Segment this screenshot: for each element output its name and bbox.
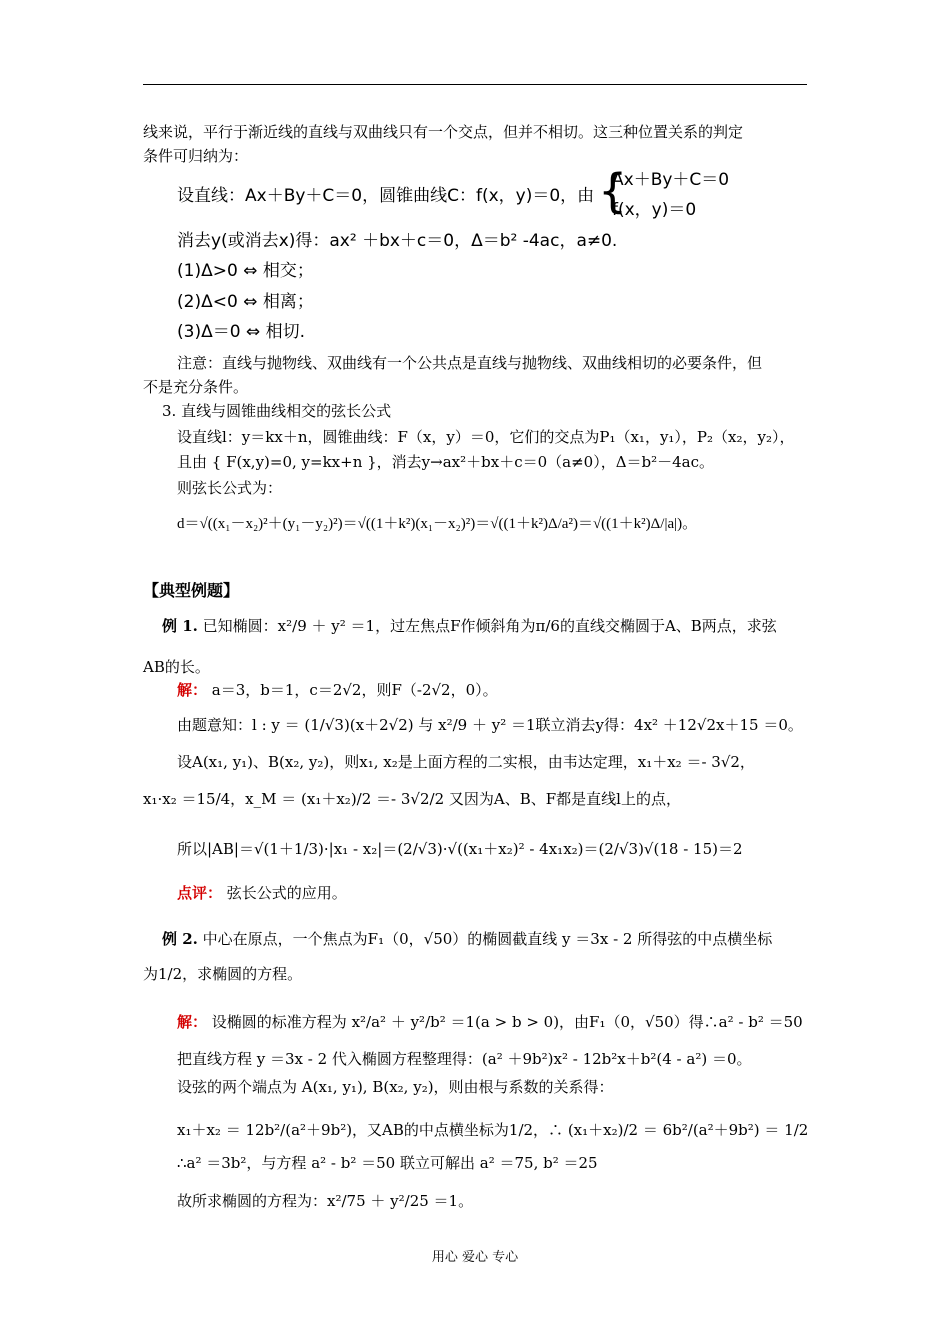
example-2-solution-label: 解： [177,1013,208,1031]
intro-line-1: 线来说，平行于渐近线的直线与双曲线只有一个交点，但并不相切。这三种位置关系的判定 [143,123,744,141]
example-2-solution-1 [177,1011,803,1033]
system-brace: { [598,164,628,218]
condition-setup: 设直线：Ax＋By＋C＝0，圆锥曲线C：f(x，y)＝0，由 [177,186,595,206]
example-2-solution-6: 故所求椭圆的方程为：x²/75 ＋ y²/25 ＝1。 [177,1192,474,1210]
example-2-solution-1-text: 设椭圆的标准方程为 x²/a² ＋ y²/b² ＝1(a > b > 0)，由F₁（0，√50）得∴a² - b² ＝50 [211,1013,803,1031]
page-footer: 用心 爱心 专心 [431,1250,519,1265]
note-line-2: 不是充分条件。 [143,378,249,396]
example-2-question-text: 中心在原点，一个焦点为F₁（0，√50）的椭圆截直线 y ＝3x - 2 所得弦的中点横坐标 [202,930,773,948]
chord-formula: d＝√((x₁－x₂)²＋(y₁－y₂)²)＝√((1＋k²)(x₁－x₂)²)＝√((1＋k²)Δ/a²)＝√((1＋k²)Δ/|a|)。 [177,516,698,532]
example-2-solution-4: x₁＋x₂ ＝ 12b²/(a²＋9b²)，又AB的中点横坐标为1/2，∴ (x₁＋x₂)/2 ＝ 6b²/(a²＋9b²) ＝ 1/2 [177,1121,809,1139]
example-2-question [162,928,772,950]
system-equation-2: f(x，y)＝0 [612,200,697,220]
case-tangent: (3)Δ＝0 ⇔ 相切. [177,322,305,342]
section-3-system: 且由 { F(x,y)=0, y=kx+n }，消去y→ax²＋bx＋c＝0（a≠0），Δ＝b²－4ac。 [177,453,715,471]
example-1-solution-2: 由题意知：l : y ＝ (1/√3)(x＋2√2) 与 x²/9 ＋ y² ＝1联立消去y得：4x² ＋12√2x＋15 ＝0。 [177,716,803,734]
example-1-label: 例 1. [162,617,198,635]
example-1-solution-1-text: a＝3，b＝1，c＝2√2，则F（-2√2，0）。 [211,681,498,699]
intro-line-2: 条件可归纳为： [143,147,249,165]
example-1-comment [177,882,347,904]
example-1-question-cont: AB的长。 [143,658,210,676]
example-1-solution-3: 设A(x₁, y₁)、B(x₂, y₂)，则x₁, x₂是上面方程的二实根，由韦达定理，x₁＋x₂ ＝- 3√2， [177,753,755,771]
system-equation-1: Ax＋By＋C＝0 [612,170,730,190]
example-2-solution-5: ∴a² ＝3b²，与方程 a² - b² ＝50 联立可解出 a² ＝75, b² ＝25 [177,1154,598,1172]
example-2-question-cont: 为1/2，求椭圆的方程。 [143,965,303,983]
eliminate-line: 消去y(或消去x)得：ax² ＋bx＋c＝0，Δ＝b² -4ac，a≠0. [177,231,618,251]
case-separate: (2)Δ<0 ⇔ 相离； [177,292,314,312]
note-line-1: 注意：直线与抛物线、双曲线有一个公共点是直线与抛物线、双曲线相切的必要条件，但 [177,354,763,372]
example-1-comment-label: 点评： [177,884,223,902]
example-1-solution-4: x₁·x₂ ＝15/4，x_M ＝ (x₁＋x₂)/2 ＝- 3√2/2 又因为A、B、F都是直线l上的点， [143,790,681,808]
example-1-question-text: 已知椭圆：x²/9 ＋ y² ＝1，过左焦点F作倾斜角为π/6的直线交椭圆于A、B两点，求弦 [202,617,777,635]
section-3-title: 3. 直线与圆锥曲线相交的弦长公式 [162,402,392,420]
chord-formula-intro: 则弦长公式为： [177,479,283,497]
example-1-solution-1 [177,679,498,701]
case-intersect: (1)Δ>0 ⇔ 相交； [177,261,314,281]
example-2-solution-2: 把直线方程 y ＝3x - 2 代入椭圆方程整理得：(a² ＋9b²)x² - 12b²x＋b²(4 - a²) ＝0。 [177,1050,752,1068]
example-1-solution-label: 解： [177,681,208,699]
example-2-solution-3: 设弦的两个端点为 A(x₁, y₁), B(x₂, y₂)，则由根与系数的关系得： [177,1078,614,1096]
example-1-question [162,615,777,637]
example-1-comment-text: 弦长公式的应用。 [226,884,347,902]
example-1-solution-5: 所以|AB|＝√(1＋1/3)·|x₁ - x₂|＝(2/√3)·√((x₁＋x₂)² - 4x₁x₂)＝(2/√3)√(18 - 15)＝2 [177,840,743,858]
examples-heading: 【典型例题】 [143,581,240,600]
header-rule [143,84,807,85]
section-3-setup: 设直线l：y＝kx＋n，圆锥曲线：F（x，y）＝0，它们的交点为P₁（x₁，y₁），P₂（x₂，y₂）， [177,428,795,446]
example-2-label: 例 2. [162,930,198,948]
